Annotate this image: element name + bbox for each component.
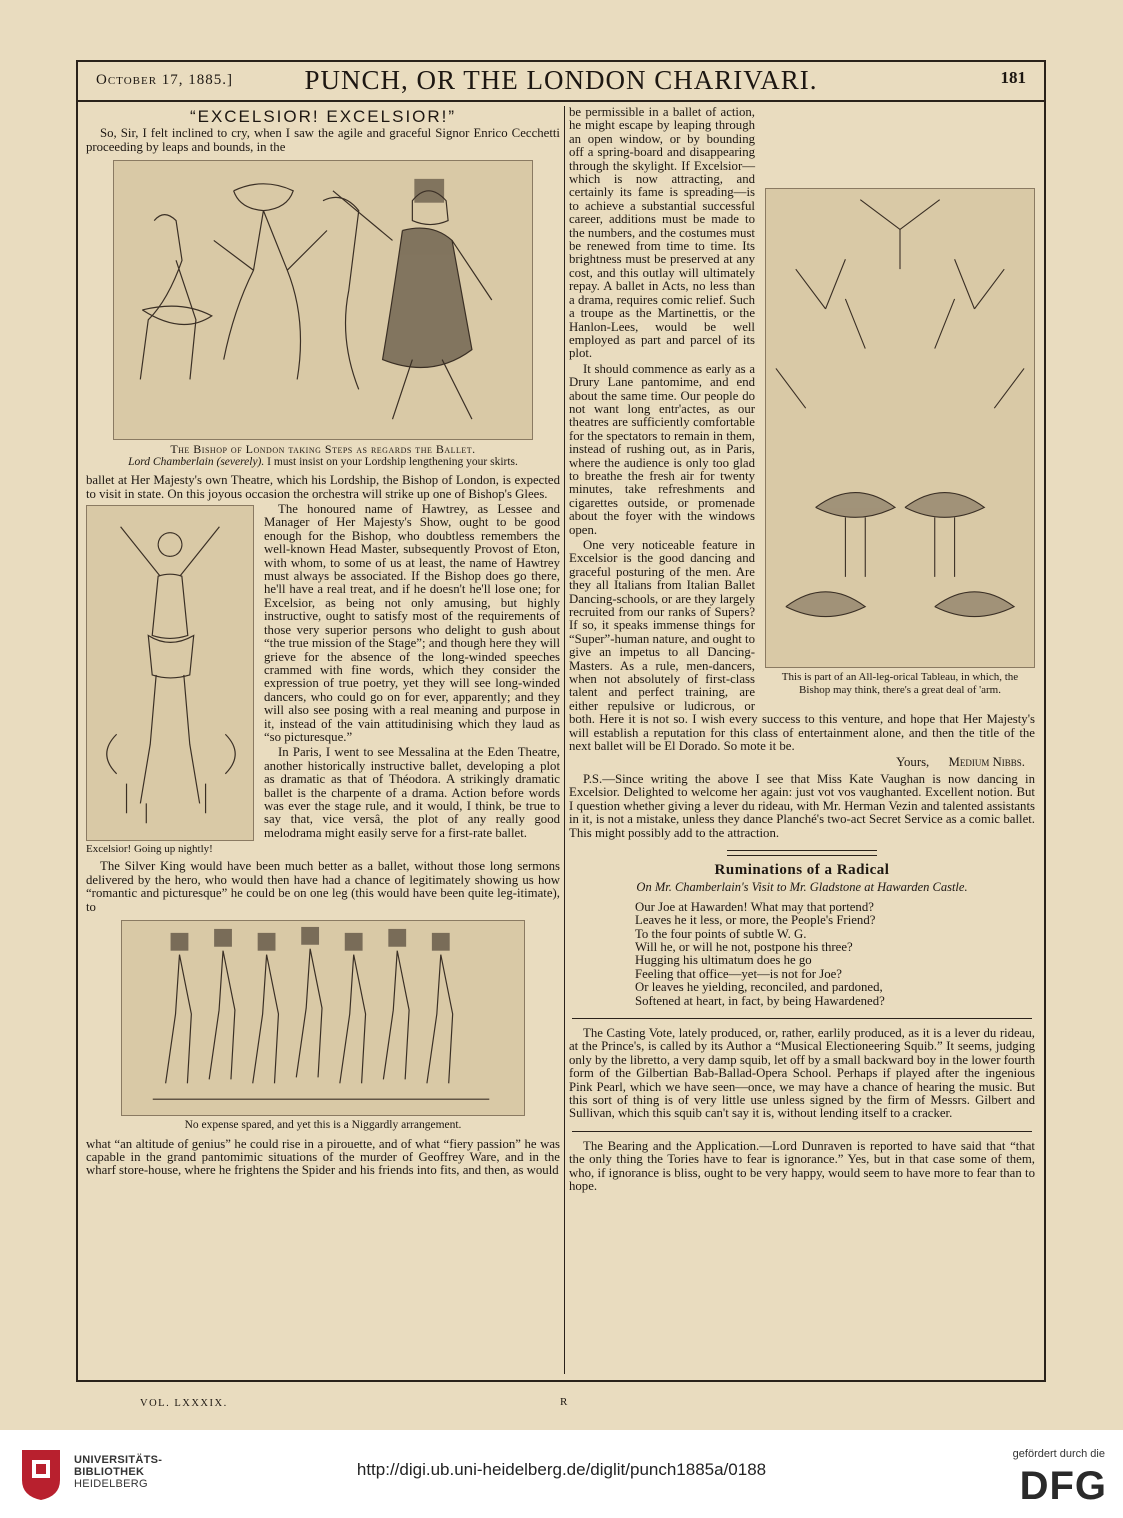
funder-logo: DFG <box>1019 1464 1107 1508</box>
section-rule <box>572 1131 1032 1132</box>
page-number: 181 <box>1000 68 1026 87</box>
section-rule <box>572 1018 1032 1019</box>
funder-caption: gefördert durch die <box>1012 1448 1105 1460</box>
bearing-paragraph: The Bearing and the Application.—Lord Dunraven is reported to have said that “that the only thing the Tories have to fear is ignorance.” Yes, but in that case some of them, who, if ignorance is bliss, ought to be very happy, would seem to have more to fear than to hope. <box>569 1138 1035 1194</box>
engraving-tableau <box>766 189 1034 667</box>
poem-title: Ruminations of a Radical <box>714 861 890 878</box>
illustration-caption: This is part of an All-leg-orical Tableau, in which, the Bishop may think, there's a great deal of 'arm. <box>781 671 1019 696</box>
article-paragraph: what “an altitude of genius” he could rise in a pirouette, and of what “fiery passion” he was capable in the grand pantomimic situations of the murder of Geoffrey Ware, and in the wharf store-house, where he frightens the Spider and his friends into fits, and then, as would <box>86 1136 560 1178</box>
poem-line: Softened at heart, in fact, by being Hawardened? <box>635 993 885 1008</box>
column-divider <box>564 106 565 1374</box>
volume-number: VOL. LXXXIX. <box>140 1398 228 1409</box>
illustration-dancer <box>86 505 254 841</box>
poem-line: Will he, or will he not, postpone his three? <box>635 939 853 954</box>
signoff-yours: Yours, <box>896 754 930 769</box>
masthead <box>78 62 1044 102</box>
publication-title: PUNCH, OR THE LONDON CHARIVARI. <box>304 65 818 95</box>
article-paragraph: In Paris, I went to see Messalina at the Eden Theatre, another historically instructive ballet, developing a plot as dramatic as that of Théodora. A strikingly dramatic ballet is the charpente of a drama. Action before words was ever the stage rule, and it would, I think, be true to say that, vice versâ, the plot of any really good melodrama might easily serve for a first-rate ballet. <box>264 745 560 840</box>
caption-title: The Bishop of London taking Steps as regards the Ballet. <box>170 442 476 457</box>
poem-body <box>635 901 1035 1008</box>
article-paragraph: The Silver King would have been much better as a ballet, without those long sermons delivered by the hero, who would then have had a chance of legitimately showing us how “romantic and picturesque” he could be on one leg (this would have been quite leg-itimate), to <box>86 859 560 914</box>
article-paragraph: So, Sir, I felt inclined to cry, when I saw the agile and graceful Signor Enrico Cecchetti proceeding by leaps and bounds, in the <box>86 126 560 154</box>
illustration-caption: Excelsior! Going up nightly! <box>86 843 213 856</box>
left-column <box>86 106 560 1376</box>
poem-line: Leaves he it less, or more, the People's Friend? <box>635 913 876 928</box>
postscript: P.S.—Since writing the above I see that Miss Kate Vaughan is now dancing in Excelsior. Delighted to welcome her again: just vot vos vaughanted. Excellent notion. But I question whether giving a lever du rideau, with Mr. Herman Vezin and talented assistants in it, is not a mistake, unless they dance Planché's two-act Secret Service as a comic ballet. This might possibly add to the attraction. <box>569 771 1035 840</box>
signoff <box>569 756 1025 769</box>
signoff-name: Medium Nibbs. <box>948 754 1025 769</box>
poem-line: To the four points of subtle W. G. <box>635 926 807 941</box>
illustration-caption <box>86 443 560 468</box>
illustration-tableau <box>765 188 1035 668</box>
issue-date: October 17, 1885.] <box>96 72 234 88</box>
article-paragraph: be permissible in a ballet of action, he might escape by leaping through an open window, or by bounding off a spring-board and disappearing through the skylight. If Excelsior—which is now attracting, and certainly its fame is spreading—is to achieve a substantial successful career, additions must be made to the numbers, and the costumes must be renewed from time to time. Its brightness must be preserved at any cost, and this outlay will ultimately repay. A ballet in Acts, no less than a drama, requires comic relief. Such a troupe as the Martinettis, or the Hanlon-Lees, would be well employed as part and parcel of its plot. <box>569 106 755 361</box>
poem-line: Or leaves he yielding, reconciled, and pardoned, <box>635 980 883 995</box>
library-name-line1: UNIVERSITÄTS- <box>74 1454 163 1466</box>
article-paragraph: One very noticeable feature in Excelsior is the good dancing and graceful posturing of the men. Are they all Italians from Italian Ballet Dancing-schools, or are they largely recruited from our ranks of Supers? If so, it speaks immense things for “Super”-human nature, and ought to give an impetus to all Dancing-Masters. As a rule, men-dancers, when not absolutely of first-class talent and perfect training, are either repulsive or ludicrous, or both. Here it is not so. I wish every success to this venture, and hope that Her Majesty's will establish a reputation for this class of entertainment alone, and then the title of the next ballet will be El Dorado. So mote it be. <box>569 538 1035 754</box>
signature-mark: R <box>560 1396 568 1408</box>
library-name-line3: HEIDELBERG <box>74 1478 148 1490</box>
casting-vote-paragraph: The Casting Vote, lately produced, or, rather, earlily produced, as it is a lever du rideau, at the Prince's, is called by its Author a “Musical Electioneering Squib.” It seems, judging only by the libretto, a very damp squib, let off by a small backward boy in the lower fourth form of the Gilbertian Bab-Ballad-Opera School. Perhaps if played after the ingenious Pink Pearl, which we have seen—once, we may have a chance of hearing the music. But this sort of thing is of very little use unless signed by the firm of Messrs. Gilbert and Sullivan, which this squib can't say it is, without lending itself to a cracker. <box>569 1026 1035 1121</box>
article-title: “EXCELSIOR! EXCELSIOR!” <box>189 107 457 126</box>
illustration-caption: No expense spared, and yet this is a Niggardly arrangement. <box>184 1119 462 1132</box>
poem-subtitle: On Mr. Chamberlain's Visit to Mr. Gladstone at Hawarden Castle. <box>636 880 968 895</box>
caption-speech: I must insist on your Lordship lengthening your skirts. <box>267 455 518 468</box>
library-banner <box>0 1430 1123 1518</box>
library-name-line2: BIBLIOTHEK <box>74 1466 145 1478</box>
poem-line: Hugging his ultimatum does he go <box>635 953 812 968</box>
article-paragraph: ballet at Her Majesty's own Theatre, which his Lordship, the Bishop of London, is expected to visit in state. On this joyous occasion the orchestra will strike up one of Bishop's Glees. <box>86 473 560 501</box>
illustration-tableau-block <box>765 108 1035 702</box>
illustration-chorus-line <box>121 920 525 1116</box>
illustration-bishop-ballet <box>113 160 533 440</box>
poem-line: Feeling that office—yet—is not for Joe? <box>635 966 842 981</box>
permalink-url[interactable]: http://digi.ub.uni-heidelberg.de/diglit/punch1885a/0188 <box>356 1460 767 1479</box>
engraving-dancer <box>87 506 253 840</box>
page-frame <box>76 60 1046 1382</box>
article-paragraph: It should commence as early as a Drury Lane pantomime, and end about the same time. Our people do not want long entr'actes, as our theatres are sufficiently comfortable for the spectators to remain in them, instead of rushing out, as in Paris, where the audience is only too glad to breathe the fresh air for twenty minutes, take refreshments and cigarettes outside, or promenade about the foyer with the windows open. <box>569 361 755 537</box>
right-column <box>569 106 1035 1376</box>
poem-line: Our Joe at Hawarden! What may that portend? <box>635 899 874 914</box>
caption-speaker: Lord Chamberlain (severely). <box>128 455 265 468</box>
article-paragraph: The honoured name of Hawtrey, as Lessee and Manager of Her Majesty's Show, ought to be good enough for the Bishop, who doubtless remembers the well-known Head Master, subsequently Provost of Eton, with whom, to some of us at least, the name of Hawtrey must always be associated. If the Bishop does go there, he'll have a real treat, and if he doesn't he'll lose one; for Excelsior, as being not only amusing, but highly instructive, ought to satisfy most of the requirements of those very superior persons who delight to gush about “the true mission of the Stage”; and though here they will grieve for the absence of the long-winded speeches crammed with fine words, which they consider the expression of true poetry, yet they will see long-winded dancers, who could go on for ever, apparently; and they will also see posing with a real meaning and purpose in it, instead of the vain attitudinising which they laud as “so picturesque.” <box>264 502 560 744</box>
section-rule <box>727 850 877 856</box>
engraving-chorus <box>122 921 524 1115</box>
engraving-figures <box>114 161 532 439</box>
illustration-dancer-block <box>86 505 254 856</box>
